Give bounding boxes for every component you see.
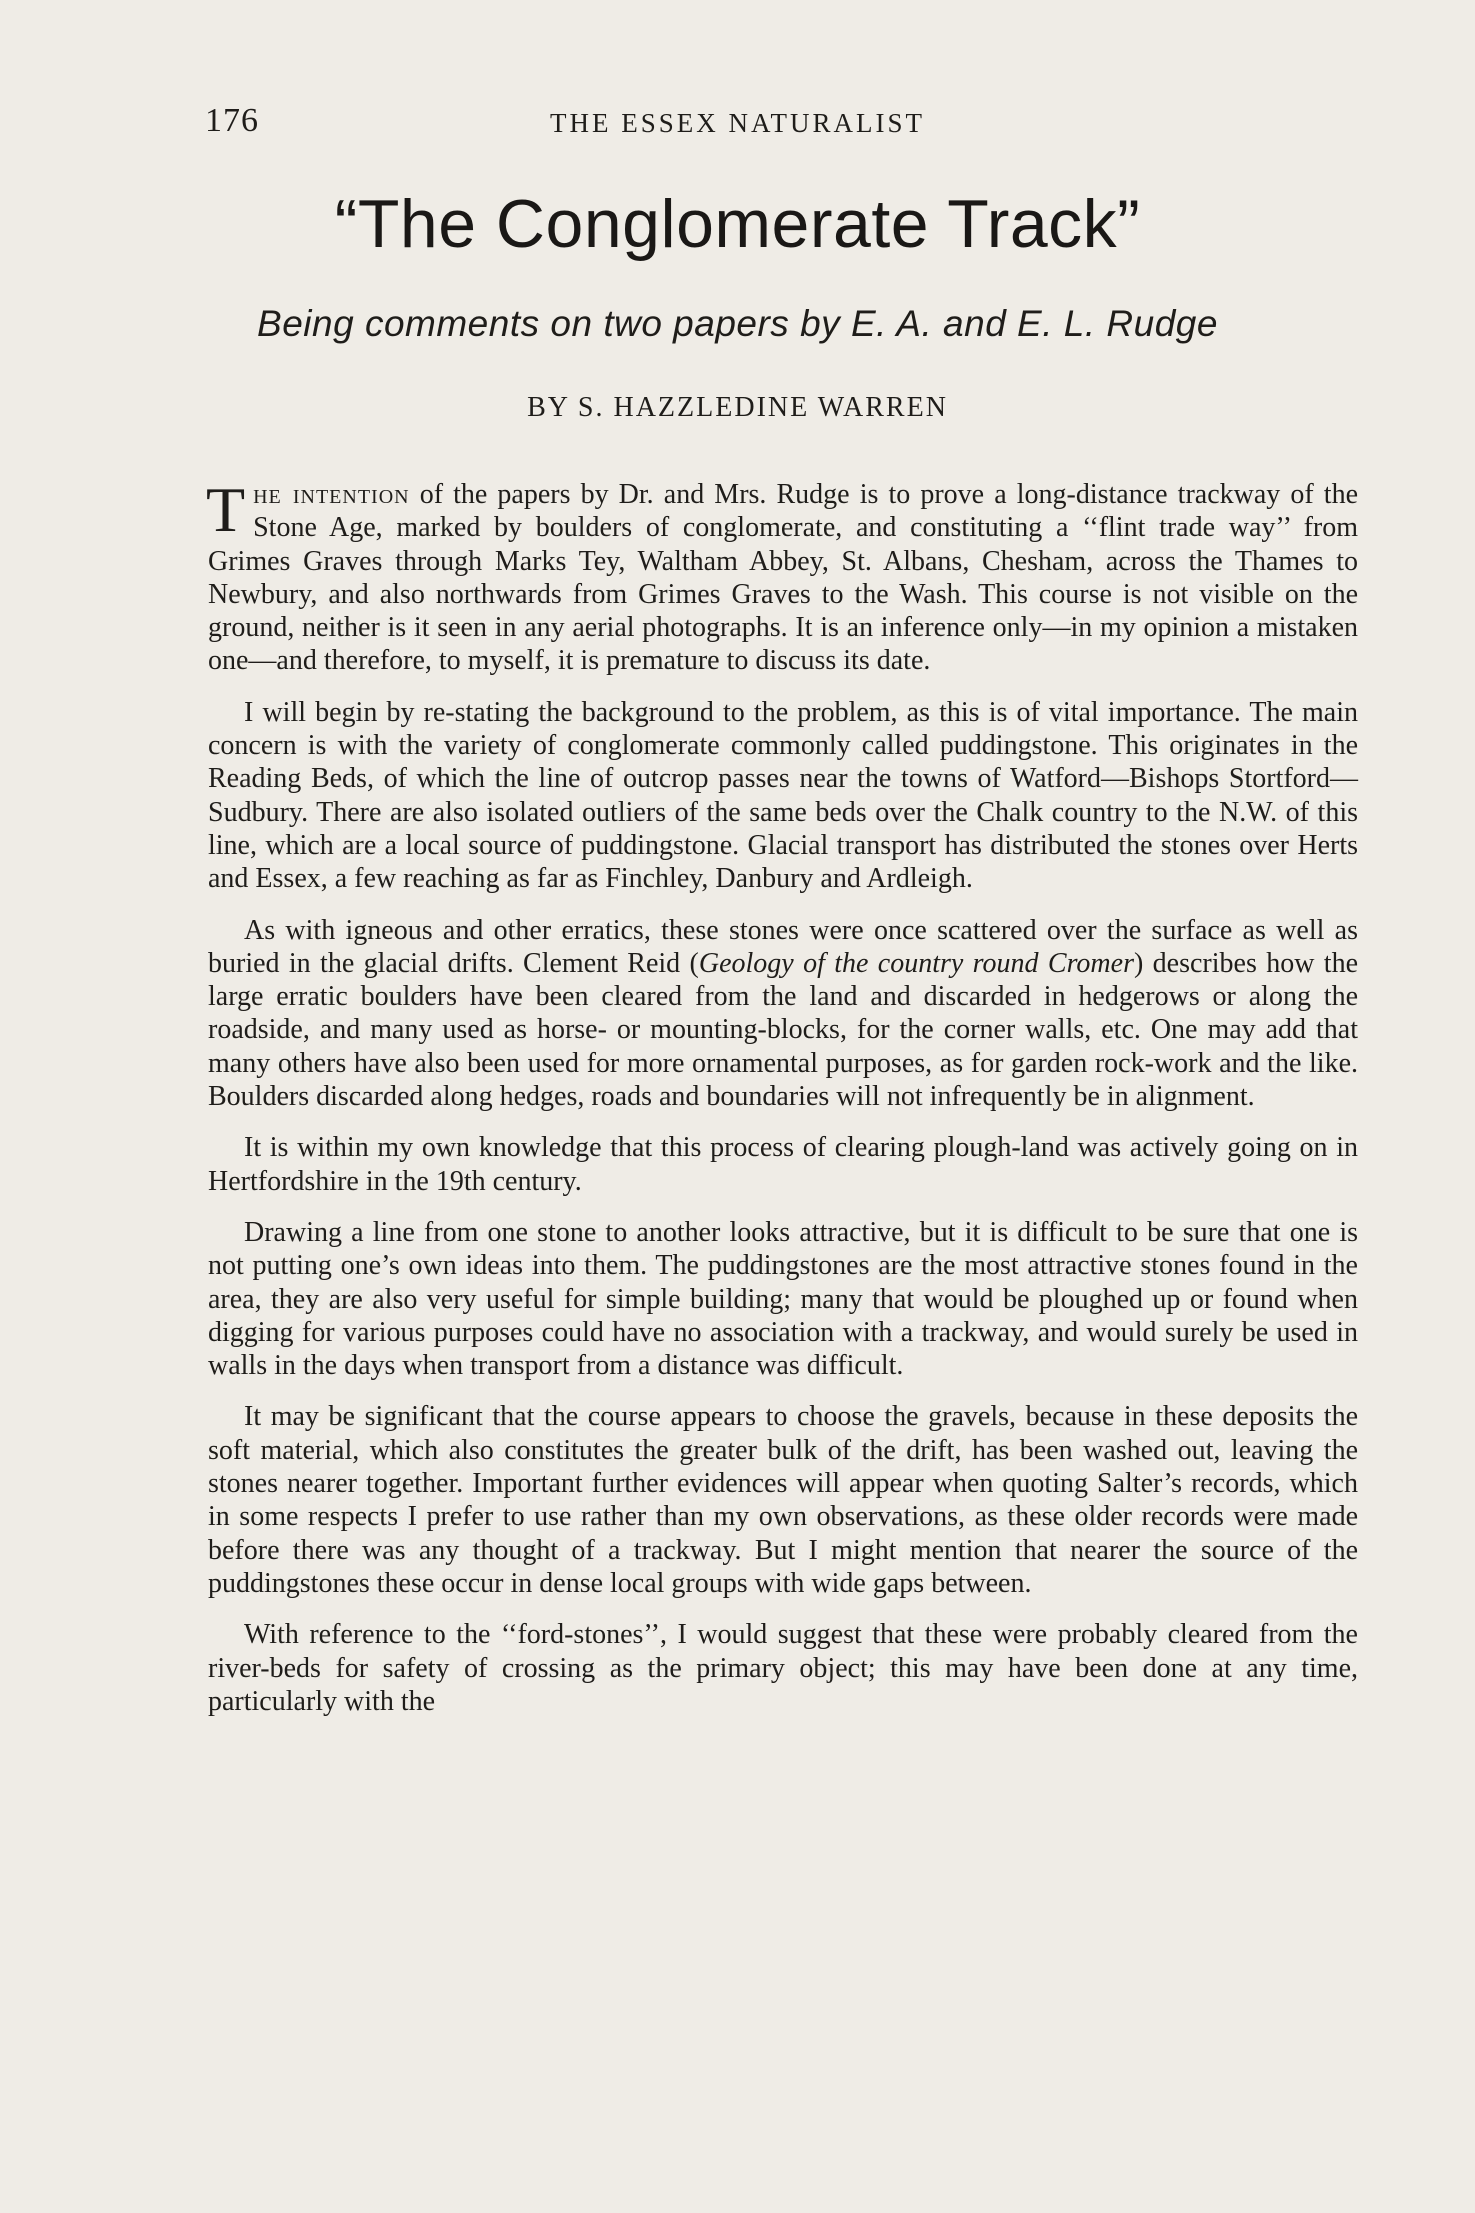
- article-subtitle: Being comments on two papers by E. A. and E. L. Rudge: [257, 303, 1218, 344]
- paragraph-3: [208, 914, 1358, 1114]
- article-byline: BY S. HAZZLEDINE WARREN: [527, 392, 948, 423]
- article-body: [206, 474, 1359, 1736]
- paragraph-1-text: of the papers by Dr. and Mrs. Rudge is to prove a long-distance trackway of the Stone Age, marked by boulders of conglomerate, and constituting a ‘‘flint trade way’’ from Grimes Graves through Marks Tey, Waltham Abbey, St. Albans, Chesham, across the Thames to Newbury, and also northwards from Grimes Graves to the Wash. This course is not visible on the ground, neither is it seen in any aerial photographs. It is an inference only—in my opinion a mistaken one—and therefore, to myself, it is premature to discuss its date.: [208, 479, 1358, 677]
- lead-in-smallcaps: he intention: [253, 479, 410, 510]
- paragraph-2: I will begin by re-stating the background to the problem, as this is of vital importance. The main concern is with the variety of conglomerate commonly called puddingstone. This originates in the Reading Beds, of which the line of outcrop passes near the towns of Watford—Bishops Stortford—Sudbury. There are also isolated outliers of the same beds over the Chalk country to the N.W. of this line, which are a local source of puddingstone. Glacial transport has distributed the stones over Herts and Essex, a few reaching as far as Finchley, Danbury and Ardleigh.: [208, 696, 1358, 895]
- paragraph-1: [206, 474, 1358, 678]
- book-title-italic: Geology of the country round Cromer: [698, 947, 1134, 979]
- page-number: 176: [205, 102, 259, 139]
- paragraph-5: Drawing a line from one stone to another looks attractive, but it is difficult to be sure that one is not putting one’s own ideas into them. The puddingstones are the most attractive stones found in the area, they are also very useful for simple building; many that would be ploughed up or found when digging for various purposes could have no association with a trackway, and would surely be used in walls in the days when transport from a distance was difficult.: [208, 1216, 1358, 1382]
- running-head: THE ESSEX NATURALIST: [550, 108, 925, 138]
- drop-cap: T: [206, 474, 246, 545]
- paragraph-7: With reference to the ‘‘ford-stones’’, I would suggest that these were probably cleared from the river-beds for safety of crossing as the primary object; this may have been done at any time, particularly with the: [208, 1619, 1358, 1717]
- article-title: “The Conglomerate Track”: [334, 186, 1141, 262]
- paragraph-6: It may be significant that the course appears to choose the gravels, because in these deposits the soft material, which also constitutes the greater bulk of the drift, has been washed out, leaving the stones nearer together. Important further evidences will appear when quoting Salter’s records, which in some respects I prefer to use rather than my own observations, as these older records were made before there was any thought of a trackway. But I might mention that nearer the source of the puddingstones these occur in dense local groups with wide gaps between.: [208, 1401, 1358, 1599]
- paragraph-4: It is within my own knowledge that this process of clearing plough-land was actively going on in Hertfordshire in the 19th century.: [208, 1132, 1358, 1197]
- paragraph-3-text-before: As with igneous and other erratics, these stones were once scattered over the surface as well as buried in the glacial drifts. Clement Reid (: [208, 914, 1358, 979]
- paragraph-3-text-after: ) describes how the large erratic boulders have been cleared from the land and discarded in hedgerows or along the roadside, and many used as horse- or mounting-blocks, for the corner walls, etc. One may add that many others have also been used for more ornamental purposes, as for garden rock-work and the like. Boulders discarded along hedges, roads and boundaries will not infrequently be in alignment.: [208, 947, 1359, 1113]
